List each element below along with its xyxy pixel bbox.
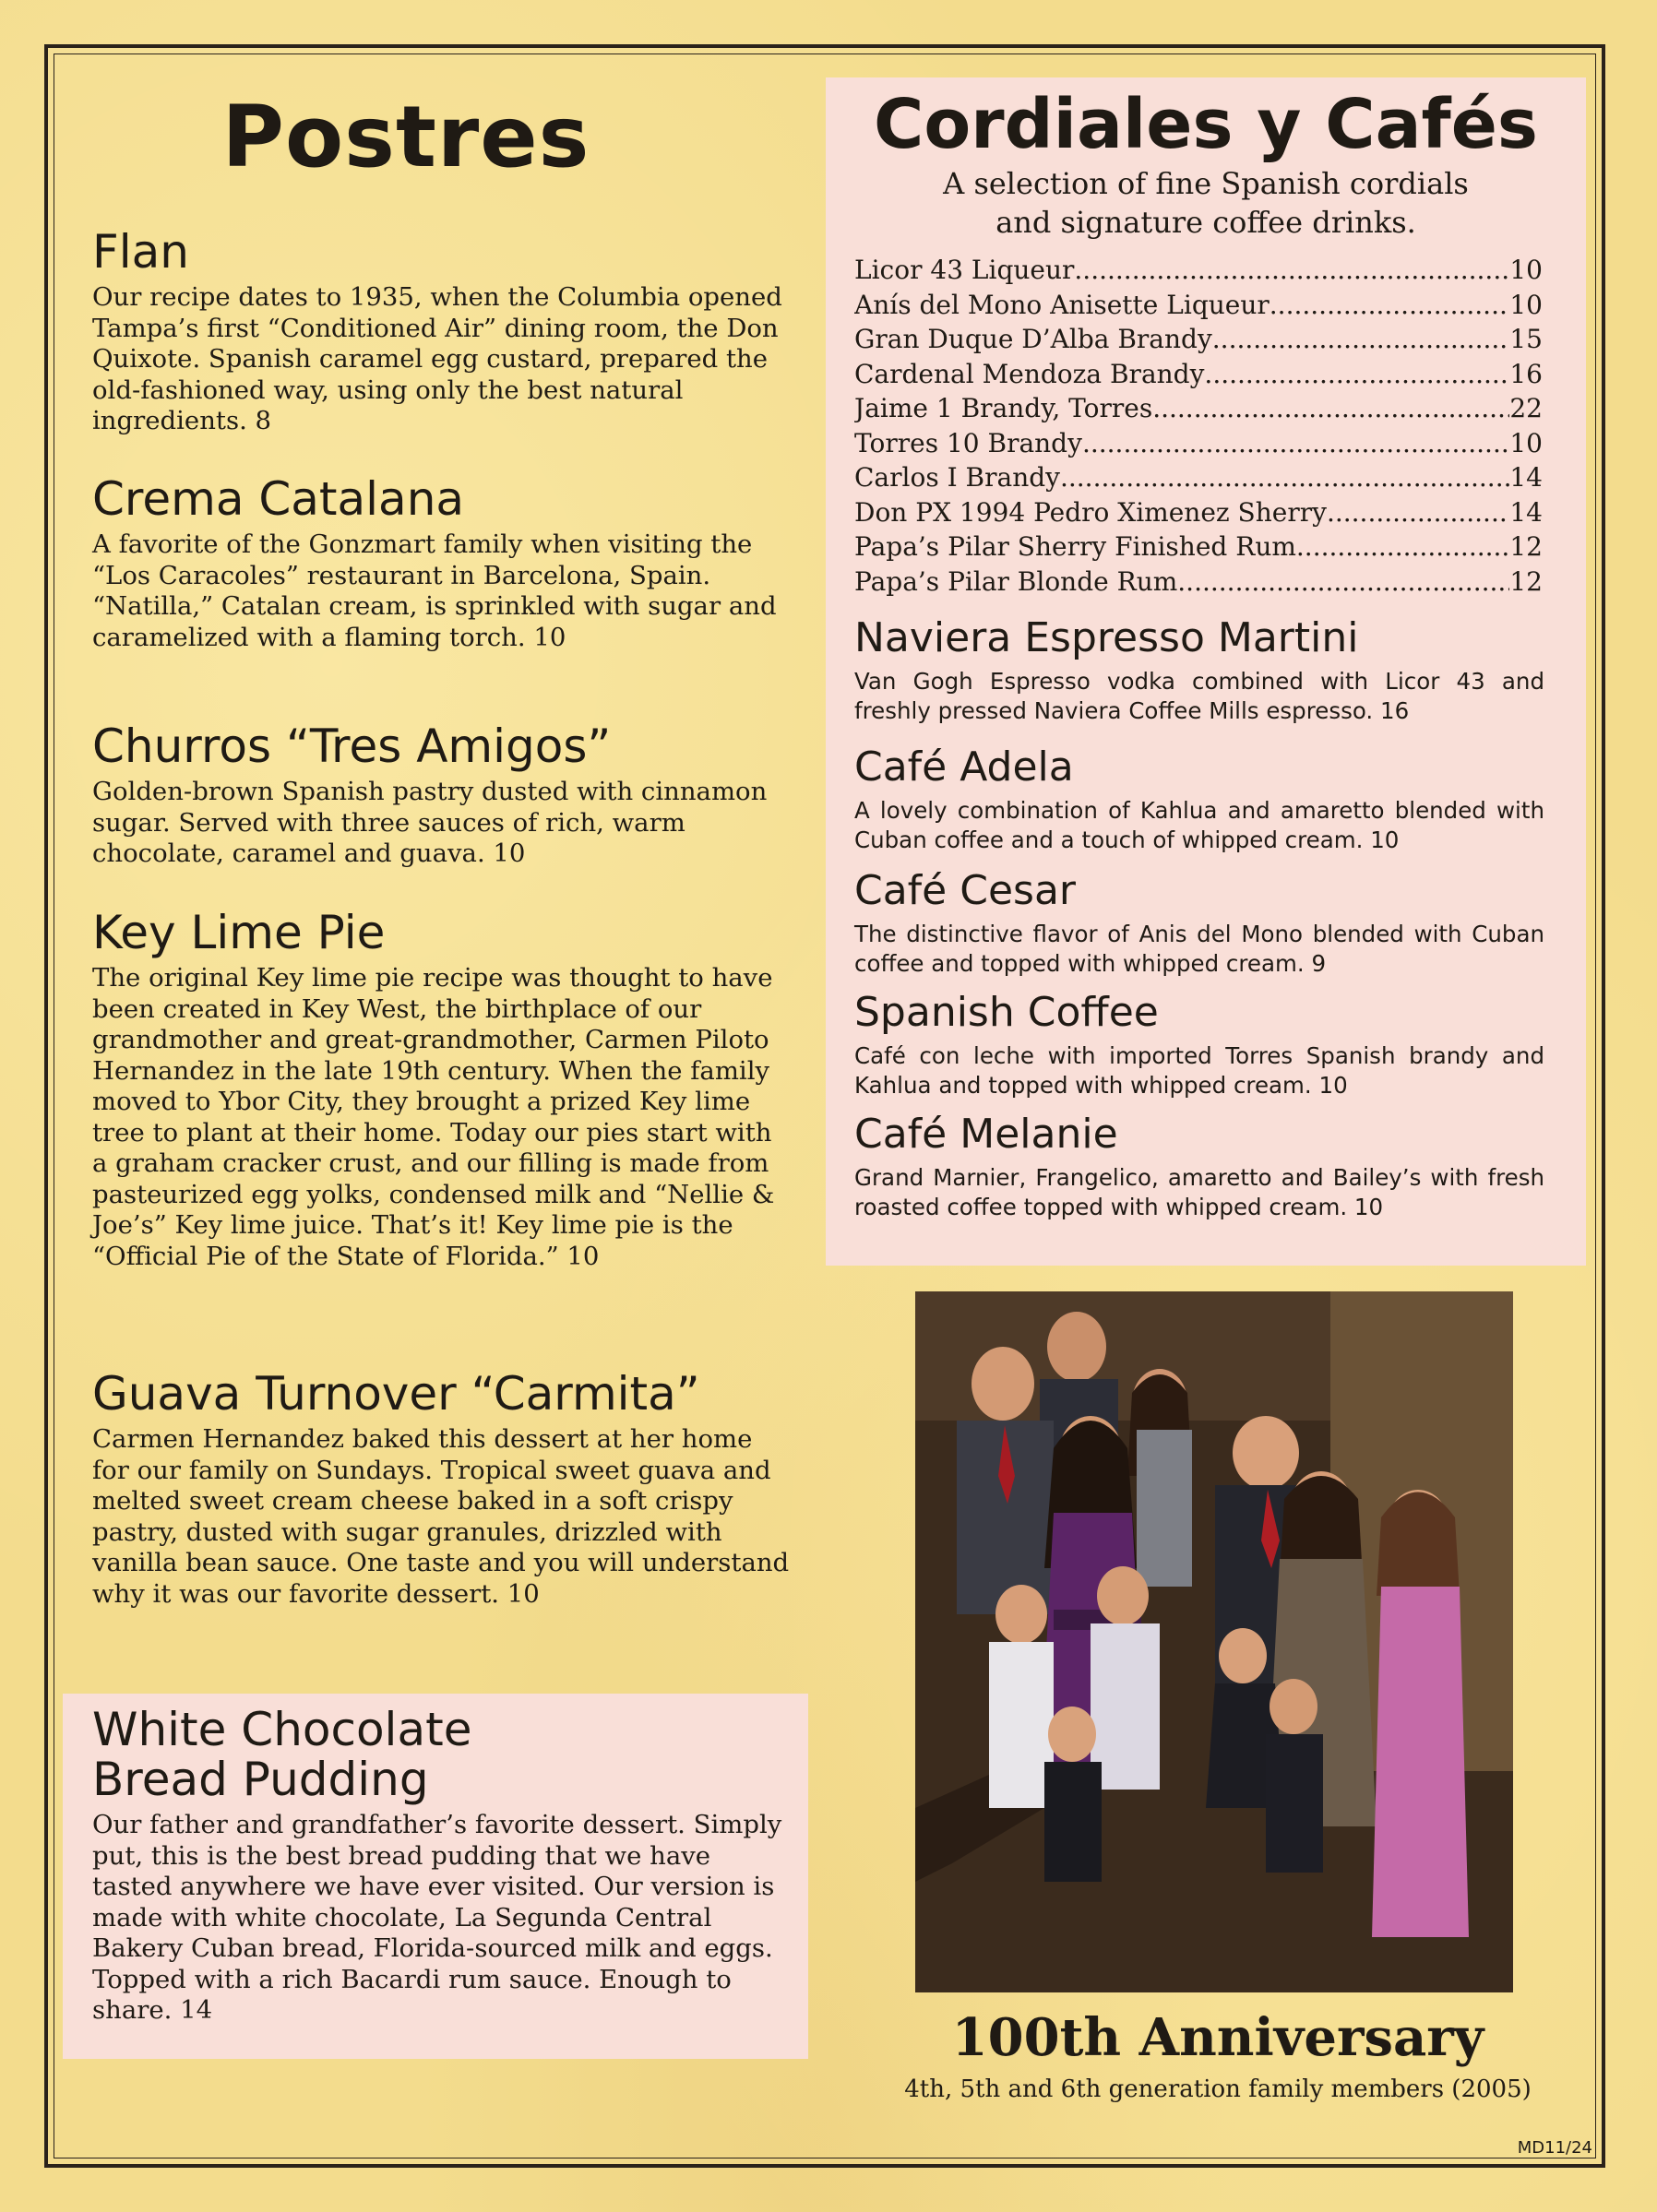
dessert-description: The original Key lime pie recipe was thought to have been created in Key West, the birthplace of our grandmother and great-grandmother, Carmen Piloto Hernandez in the late 19th century. When the family moved to Ybor City, they brought a prized Key lime tree to plant at their home. Today our pies start with a graham cracker crust, and our filling is made from pasteurized egg yolks, condensed milk and “Nellie & Joe’s” Key lime juice. That’s it! Key lime pie is the “Official Pie of the State of Florida.” 10 [92, 963, 775, 1271]
drink-name: Café Cesar [854, 867, 1077, 914]
cordial-item [854, 565, 1543, 600]
dessert-guava-turnover [92, 1367, 793, 1610]
drink-name: Café Adela [854, 743, 1074, 791]
dessert-crema-catalana [92, 472, 793, 653]
anniversary-caption: 4th, 5th and 6th generation family members (2005) [904, 2075, 1532, 2103]
cordial-item [854, 460, 1543, 495]
leader-dots [1270, 288, 1510, 323]
leader-dots [1074, 253, 1509, 288]
cordial-price: 15 [1509, 324, 1543, 354]
cordial-name: Papa’s Pilar Sherry Finished Rum [854, 531, 1296, 562]
dessert-name-line2: Bread Pudding [92, 1753, 429, 1806]
drink-name: Spanish Coffee [854, 989, 1159, 1036]
drink-description: Grand Marnier, Frangelico, amaretto and Bailey’s with fresh roasted coffee topped with whipped cream. 10 [854, 1164, 1544, 1220]
cordial-item [854, 288, 1543, 323]
cordial-price: 12 [1509, 531, 1543, 562]
postres-title: Postres [221, 88, 590, 186]
drink-spanish-coffee [854, 989, 1544, 1100]
drink-name: Naviera Espresso Martini [854, 614, 1359, 661]
cordial-price: 14 [1509, 496, 1543, 528]
cordial-item [854, 495, 1543, 530]
family-photo [915, 1291, 1513, 1992]
drink-name: Café Melanie [854, 1111, 1118, 1158]
drink-cafe-cesar [854, 867, 1544, 979]
cordial-name: Torres 10 Brandy [854, 427, 1082, 458]
postres-section [92, 88, 793, 186]
dessert-description: Our father and grandfather’s favorite dessert. Simply put, this is the best bread pudding that we have tasted anywhere we have ever visited. Our version is made with white chocolate, La Segunda Central Bakery Cuban bread, Florida-sourced milk and eggs. Topped with a rich Bacardi rum sauce. Enough to share. 14 [92, 1810, 782, 2025]
dessert-bread-pudding [92, 1705, 793, 2027]
cordial-price: 16 [1509, 358, 1543, 389]
leader-dots [1177, 565, 1509, 600]
dessert-name: Crema Catalana [92, 472, 465, 526]
dessert-churros [92, 719, 793, 870]
leader-dots [1060, 460, 1509, 495]
cordial-item [854, 391, 1543, 426]
cordial-name: Gran Duque D’Alba Brandy [854, 324, 1212, 354]
drink-description: Van Gogh Espresso vodka combined with Licor 43 and freshly pressed Naviera Coffee Mills espresso. 16 [854, 668, 1544, 724]
drink-cafe-adela [854, 743, 1544, 855]
drink-cafe-melanie [854, 1111, 1544, 1222]
anniversary-title: 100th Anniversary [951, 2007, 1484, 2068]
cordial-price: 10 [1509, 427, 1543, 458]
cordial-item [854, 529, 1543, 565]
leader-dots [1152, 391, 1509, 426]
cordial-item [854, 357, 1543, 392]
dessert-name-line1: White Chocolate [92, 1703, 472, 1756]
leader-dots [1327, 495, 1509, 530]
dessert-name: Churros “Tres Amigos” [92, 719, 612, 773]
dessert-description: Our recipe dates to 1935, when the Columbia opened Tampa’s first “Conditioned Air” dining room, the Don Quixote. Spanish caramel egg custard, prepared the old-fashioned way, using only the best natural ingredients. 8 [92, 282, 782, 435]
cordial-item [854, 253, 1543, 288]
dessert-description: A favorite of the Gonzmart family when visiting the “Los Caracoles” restaurant in Barcelona, Spain. “Natilla,” Catalan cream, is sprinkled with sugar and caramelized with a flaming torch. 10 [92, 529, 777, 652]
subtitle-line2: and signature coffee drinks. [995, 205, 1416, 240]
drink-description: Café con leche with imported Torres Spanish brandy and Kahlua and topped with whipped cream. 10 [854, 1042, 1544, 1099]
drink-description: The distinctive flavor of Anis del Mono blended with Cuban coffee and topped with whipped cream. 9 [854, 921, 1544, 977]
leader-dots [1296, 529, 1509, 565]
dessert-name: Key Lime Pie [92, 906, 386, 959]
cordial-price: 14 [1509, 462, 1543, 493]
leader-dots [1212, 322, 1510, 357]
dessert-description: Carmen Hernandez baked this dessert at her home for our family on Sundays. Tropical sweet guava and melted sweet cream cheese baked in a soft crispy pastry, dusted with sugar granules, drizzled with vanilla bean sauce. One taste and you will understand why it was our favorite dessert. 10 [92, 1424, 790, 1609]
cordial-price: 22 [1509, 393, 1543, 423]
dessert-key-lime-pie [92, 906, 793, 1272]
cordial-price: 12 [1509, 565, 1543, 597]
cordial-item [854, 322, 1543, 357]
cordial-name: Licor 43 Liqueur [854, 255, 1075, 285]
cordial-name: Jaime 1 Brandy, Torres [854, 393, 1153, 423]
cordial-price: 10 [1509, 289, 1543, 320]
subtitle-line1: A selection of fine Spanish cordials [943, 166, 1469, 201]
cordial-name: Don PX 1994 Pedro Ximenez Sherry [854, 496, 1327, 528]
cordial-name: Papa’s Pilar Blonde Rum [854, 565, 1178, 597]
cordiales-title: Cordiales y Cafés [874, 85, 1538, 164]
dessert-description: Golden-brown Spanish pastry dusted with cinnamon sugar. Served with three sauces of rich, warm chocolate, caramel and guava. 10 [92, 777, 768, 868]
drink-naviera-espresso-martini [854, 614, 1544, 726]
cordial-name: Anís del Mono Anisette Liqueur [854, 289, 1270, 320]
leader-dots [1082, 426, 1509, 461]
cordial-item [854, 426, 1543, 461]
cordial-price: 10 [1509, 255, 1543, 285]
cordial-name: Carlos I Brandy [854, 462, 1060, 493]
drink-description: A lovely combination of Kahlua and amaretto blended with Cuban coffee and a touch of whipped cream. 10 [854, 797, 1544, 853]
family-photo-illustration [915, 1291, 1513, 1992]
menu-code: MD11/24 [1517, 2138, 1592, 2158]
cordial-price-list [854, 253, 1543, 599]
dessert-name [92, 1705, 793, 1804]
dessert-name: Flan [92, 225, 189, 279]
leader-dots [1204, 357, 1509, 392]
cordiales-subtitle [826, 164, 1586, 242]
dessert-name: Guava Turnover “Carmita” [92, 1367, 700, 1421]
dessert-flan [92, 225, 793, 437]
cordial-name: Cardenal Mendoza Brandy [854, 358, 1205, 389]
